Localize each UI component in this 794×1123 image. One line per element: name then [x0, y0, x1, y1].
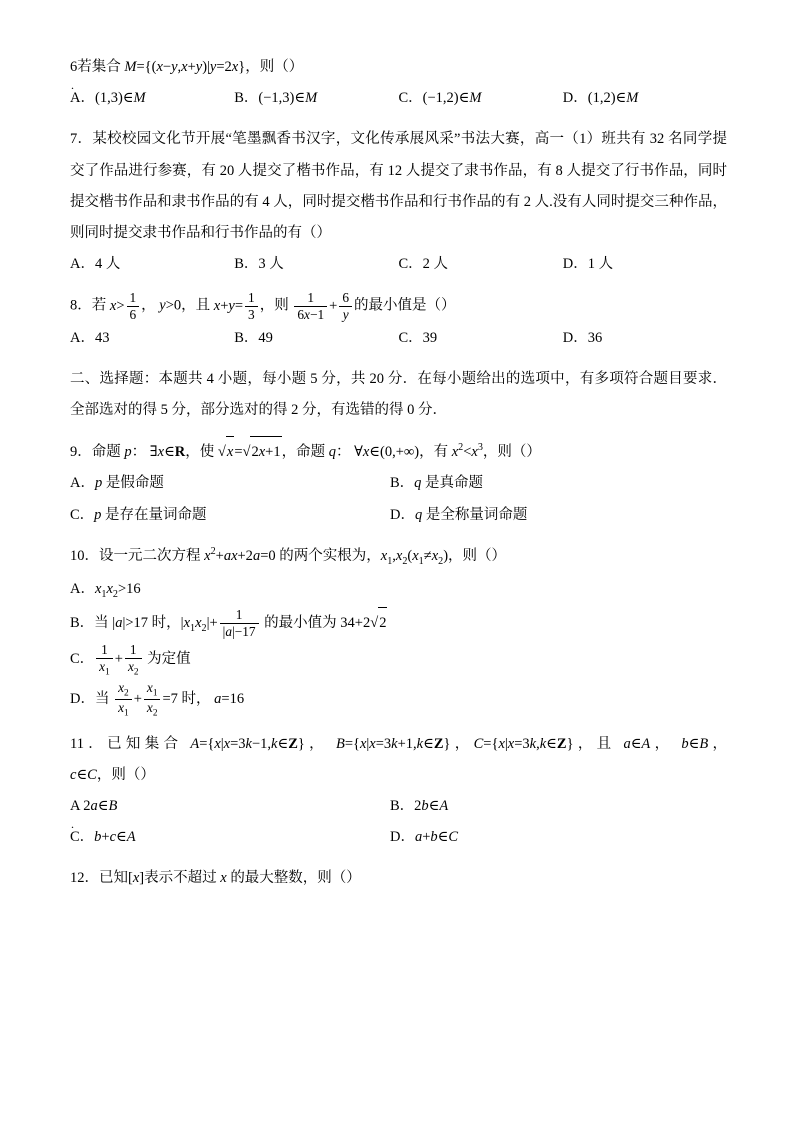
question-8-stem: 8．若 x> $\frac{1}{6}$ ， y>0，且 x+y= $\frac{1}{3}$ ，则 $\frac{1}{6x-1}$ + $\frac{6}{y}$ 的最小值是（） — [70, 290, 456, 322]
question-8-option-c: C．39 — [398, 329, 438, 346]
question-7-stem: 7．某校校园文化节开展“笔墨飘香书汉字，文化传承展风采”书法大赛，高一（1）班共有 32 名同学提交了作品进行参赛，有 20 人提交了楷书作品，有 12 人提交了隶书作品，有 8 人提交了行书作品，同时提交楷书作品和隶书作品的有 4 人，同时提交楷书作品和行书作品的有 2 人.没有人同时提交三种作品，则同时提交隶书作品和行书作品的有（） — [70, 131, 727, 241]
question-10-option-a: A．$x_1x_2>16$ — [70, 580, 141, 600]
question-8-options — [70, 323, 727, 354]
question-10-options — [70, 574, 727, 719]
question-11-stray-period: . — [71, 817, 74, 832]
question-7-option-a: A．4 人 — [70, 256, 121, 273]
question-10-option-c: C． $\frac{1}{x_1}$ + $\frac{1}{x_2}$ 为定值 — [70, 641, 191, 678]
question-9-option-a: A．p 是假命题 — [70, 475, 164, 492]
question-8-option-b: B．49 — [234, 329, 273, 346]
question-8-option-d: D．36 — [562, 329, 603, 346]
question-6-stem: 6若集合 M={(x−y,x+y)|y=2x}，则（） — [70, 59, 304, 75]
question-11-option-c: C．b+c∈A — [70, 829, 136, 846]
question-6 — [70, 52, 727, 114]
question-6-option-a: A．(1,3)∈M — [70, 90, 146, 107]
question-10-stem: 10．设一元二次方程 $x^2+ax+2a=0$ 的两个实根为，$x_1,x_2(x_1\ne x_2)$，则（） — [70, 545, 507, 567]
question-12-stem: 12．已知[x]表示不超过 x 的最大整数，则（） — [70, 870, 361, 887]
section-2-header: 二、选择题：本题共 4 小题，每小题 5 分，共 20 分．在每小题给出的选项中，有多项符合题目要求．全部选对的得 5 分，部分选对的得 2 分，有选错的得 0 分． — [70, 370, 727, 419]
question-9-option-d: D．q 是全称量词命题 — [390, 506, 528, 523]
question-11-option-a: A 2a∈B — [70, 798, 118, 815]
question-6-options — [70, 83, 727, 114]
question-10 — [70, 541, 727, 719]
question-9 — [70, 436, 727, 531]
question-8 — [70, 290, 727, 354]
question-11-options — [70, 791, 727, 853]
question-6-stray-period: . — [71, 78, 74, 92]
question-9-option-c: C．p 是存在量词命题 — [70, 506, 207, 523]
question-11-stem: 11．已知集合 A={x|x=3k−1,k∈Z}， B={x|x=3k+1,k∈Z}，C={x|x=3k,k∈Z}，且 a∈A， b∈B， c∈C，则（） — [70, 735, 728, 783]
question-9-stem: 9．命题 p： ∃x∈R，使 √x=√2x+1，命题 q： ∀x∈(0,+∞)，有 $x^2<x^3$，则（） — [70, 436, 727, 468]
question-8-option-a: A．43 — [70, 329, 110, 346]
question-11 — [70, 729, 727, 854]
question-7 — [70, 124, 727, 280]
question-6-option-c: C．(−1,2)∈M — [398, 90, 482, 107]
question-6-option-d: D．(1,2)∈M — [562, 90, 639, 107]
question-11-option-d: D．a+b∈C — [390, 829, 459, 846]
question-7-option-c: C．2 人 — [398, 256, 449, 273]
question-7-option-d: D．1 人 — [562, 256, 614, 273]
question-10-option-d: D．当 $\frac{x_2}{x_1}$ + $\frac{x_1}{x_2}$ =7 时， a=16 — [70, 679, 245, 719]
question-6-option-b: B．(−1,3)∈M — [234, 90, 318, 107]
question-7-options — [70, 249, 727, 280]
question-12 — [70, 863, 727, 894]
question-7-option-b: B．3 人 — [234, 256, 284, 273]
question-11-option-b: B．2b∈A — [390, 798, 449, 815]
question-9-options — [70, 468, 727, 530]
question-10-option-b: B．当 |a|>17 时，$|x_1x_2|+$ $\frac{1}{|a|-17}$ 的最小值为 34+2√2 — [70, 607, 387, 640]
question-9-option-b: B．q 是真命题 — [390, 475, 484, 492]
